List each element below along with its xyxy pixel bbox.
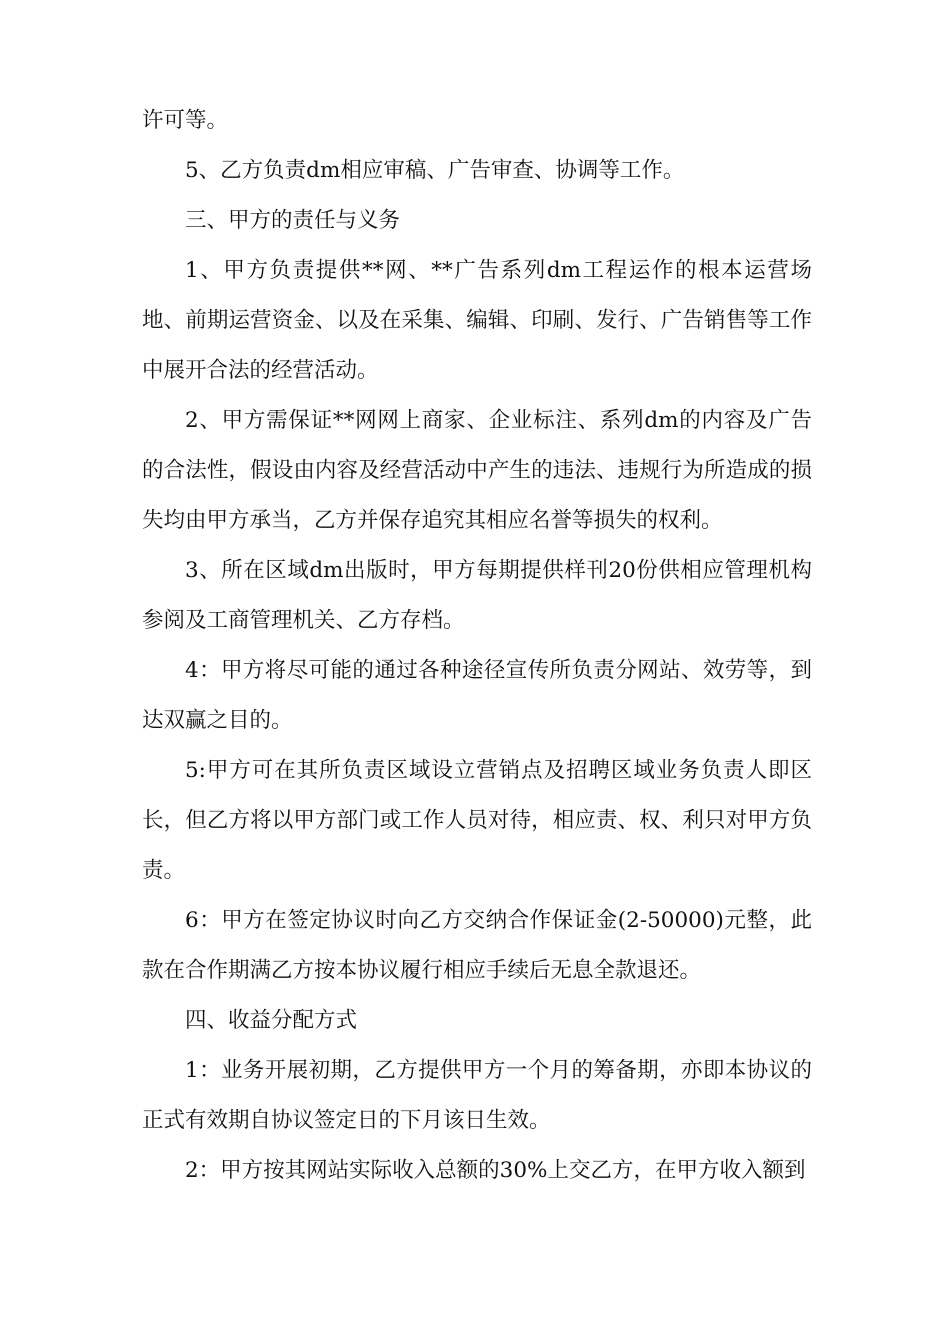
paragraph-5: 2、甲方需保证**网网上商家、企业标注、系列dm的内容及广告的合法性，假设由内容及经营活动中产生的违法、违规行为所造成的损失均由甲方承当，乙方并保存追究其相应名誉等损失的权利。 <box>142 408 812 533</box>
paragraph-1: 许可等。 <box>142 108 229 133</box>
paragraph-8: 5:甲方可在其所负责区域设立营销点及招聘区域业务负责人即区长，但乙方将以甲方部门或工作人员对待，相应责、权、利只对甲方负责。 <box>142 758 812 883</box>
section-heading-4: 四、收益分配方式 <box>185 1008 358 1033</box>
paragraph-9: 6：甲方在签定协议时向乙方交纳合作保证金(2-50000)元整，此款在合作期满乙方按本协议履行相应手续后无息全款退还。 <box>142 908 812 983</box>
section-heading-3: 三、甲方的责任与义务 <box>185 208 401 233</box>
paragraph-4: 1、甲方负责提供**网、**广告系列dm工程运作的根本运营场地、前期运营资金、以及在采集、编辑、印刷、发行、广告销售等工作中展开合法的经营活动。 <box>142 258 812 383</box>
paragraph-11: 1：业务开展初期，乙方提供甲方一个月的筹备期，亦即本协议的正式有效期自协议签定日的下月该日生效。 <box>142 1058 812 1133</box>
paragraph-12: 2：甲方按其网站实际收入总额的30%上交乙方，在甲方收入额到 <box>185 1158 806 1183</box>
paragraph-7: 4：甲方将尽可能的通过各种途径宣传所负责分网站、效劳等，到达双赢之目的。 <box>142 658 812 733</box>
document-body <box>142 96 812 1196</box>
paragraph-2: 5、乙方负责dm相应审稿、广告审查、协调等工作。 <box>185 158 685 183</box>
paragraph-6: 3、所在区域dm出版时，甲方每期提供样刊20份供相应管理机构参阅及工商管理机关、乙方存档。 <box>142 558 812 633</box>
